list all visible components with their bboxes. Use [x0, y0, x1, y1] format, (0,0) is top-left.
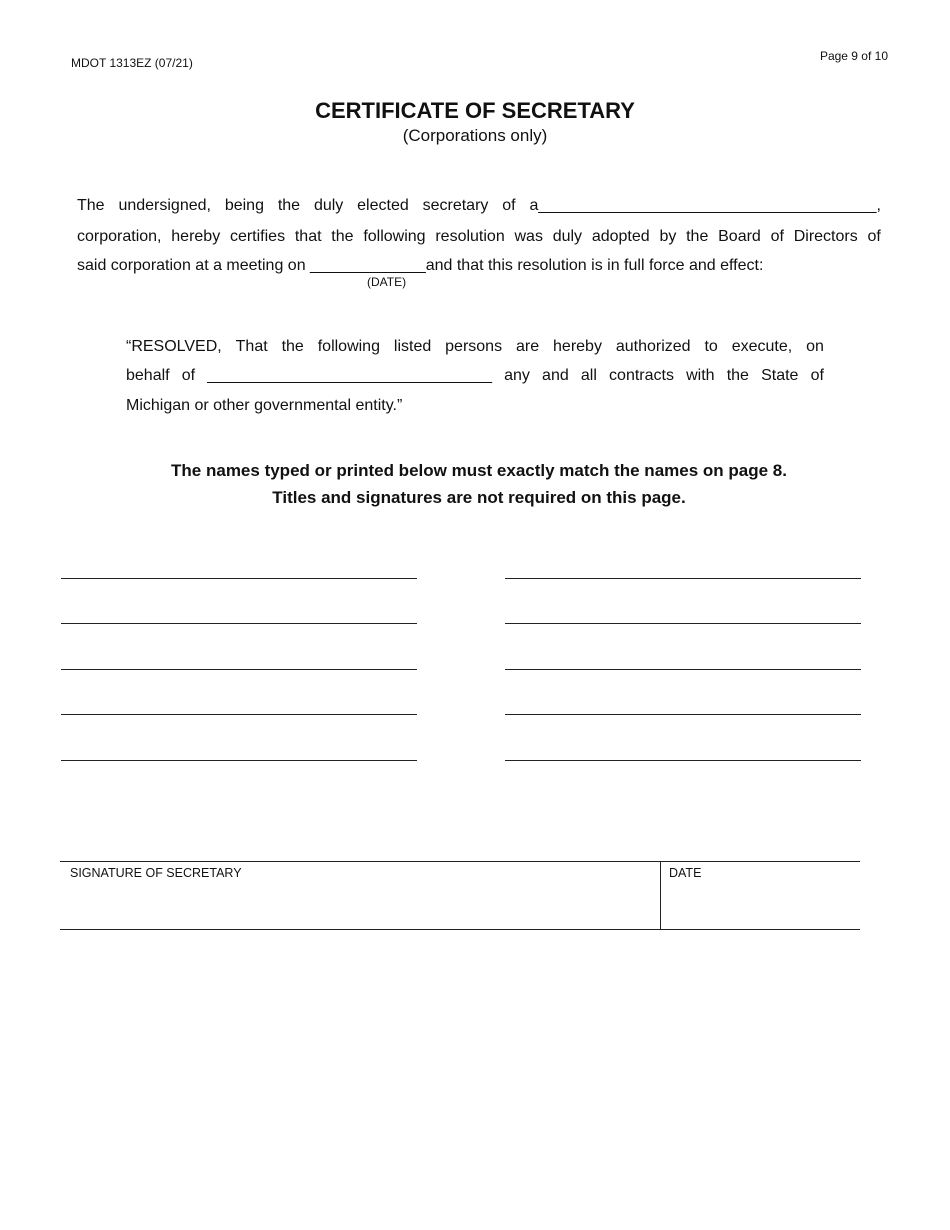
name-entry-line[interactable] — [505, 578, 861, 579]
word: Directors — [793, 228, 858, 245]
name-entry-line[interactable] — [61, 578, 417, 579]
name-entry-line[interactable] — [505, 714, 861, 715]
word: contracts — [609, 367, 674, 384]
word: to — [704, 338, 718, 355]
word: State — [761, 367, 799, 384]
word: are — [515, 338, 540, 355]
page-subtitle: (Corporations only) — [402, 126, 548, 145]
word: the — [686, 228, 709, 245]
word: undersigned, — [118, 197, 211, 214]
word: that — [294, 228, 322, 245]
word: resolution — [435, 228, 505, 245]
name-entry-line[interactable] — [61, 623, 417, 624]
word: authorized — [615, 338, 691, 355]
name-entry-line[interactable] — [61, 760, 417, 761]
word: the — [331, 228, 354, 245]
word: listed — [393, 338, 432, 355]
word: of — [502, 197, 516, 214]
word: the — [726, 367, 749, 384]
word: of — [867, 228, 881, 245]
corporation-name-blank[interactable]: a______________________________________, — [529, 197, 881, 214]
entity-name-blank[interactable]: ________________________________ — [207, 367, 492, 384]
signature-divider — [660, 862, 661, 929]
word: behalf — [126, 367, 170, 384]
word: “RESOLVED, — [126, 338, 222, 355]
word: the — [277, 197, 301, 214]
word: persons — [445, 338, 503, 355]
word: on — [806, 338, 824, 355]
certification-line-1 — [77, 197, 881, 215]
word: of — [181, 367, 196, 384]
word: That — [235, 338, 268, 355]
certification-line-2 — [77, 228, 881, 246]
date-label: DATE — [669, 866, 702, 880]
name-entry-line[interactable] — [505, 623, 861, 624]
word: all — [580, 367, 597, 384]
signature-of-secretary-label: SIGNATURE OF SECRETARY — [70, 866, 242, 880]
resolution-line-3: Michigan or other governmental entity.” — [126, 397, 403, 414]
date-caption: (DATE) — [367, 275, 407, 289]
page-title: CERTIFICATE OF SECRETARY — [315, 98, 635, 123]
word: by — [659, 228, 677, 245]
word: and — [542, 367, 569, 384]
word: of — [810, 367, 824, 384]
notice-line-1: The names typed or printed below must exactly match the names on page 8. — [171, 461, 787, 480]
resolution-line-2 — [126, 367, 824, 385]
page-number: Page 9 of 10 — [819, 49, 888, 63]
word: any — [504, 367, 530, 384]
word: was — [514, 228, 543, 245]
resolution-line-1 — [126, 338, 824, 356]
name-entry-line[interactable] — [505, 760, 861, 761]
form-id: MDOT 1313EZ (07/21) — [71, 56, 193, 70]
word: being — [224, 197, 264, 214]
word: the — [281, 338, 304, 355]
name-entry-line[interactable] — [61, 714, 417, 715]
word: The — [77, 197, 105, 214]
word: certifies — [229, 228, 286, 245]
word: hereby — [553, 338, 602, 355]
name-entry-line[interactable] — [505, 669, 861, 670]
word: following — [317, 338, 380, 355]
word: duly — [313, 197, 344, 214]
word: of — [770, 228, 784, 245]
notice-line-2: Titles and signatures are not required on this page. — [272, 488, 686, 507]
signature-block — [60, 861, 860, 930]
word: Board — [718, 228, 761, 245]
word: with — [686, 367, 715, 384]
name-entry-line[interactable] — [61, 669, 417, 670]
certification-line-3[interactable]: said corporation at a meeting on _____________and that this resolution is in full force and effect: — [77, 257, 764, 274]
word: duly — [552, 228, 583, 245]
word: execute, — [731, 338, 793, 355]
word: secretary — [422, 197, 489, 214]
word: adopted — [591, 228, 650, 245]
word: elected — [357, 197, 409, 214]
word: following — [363, 228, 426, 245]
word: corporation, — [77, 228, 162, 245]
word: hereby — [171, 228, 221, 245]
